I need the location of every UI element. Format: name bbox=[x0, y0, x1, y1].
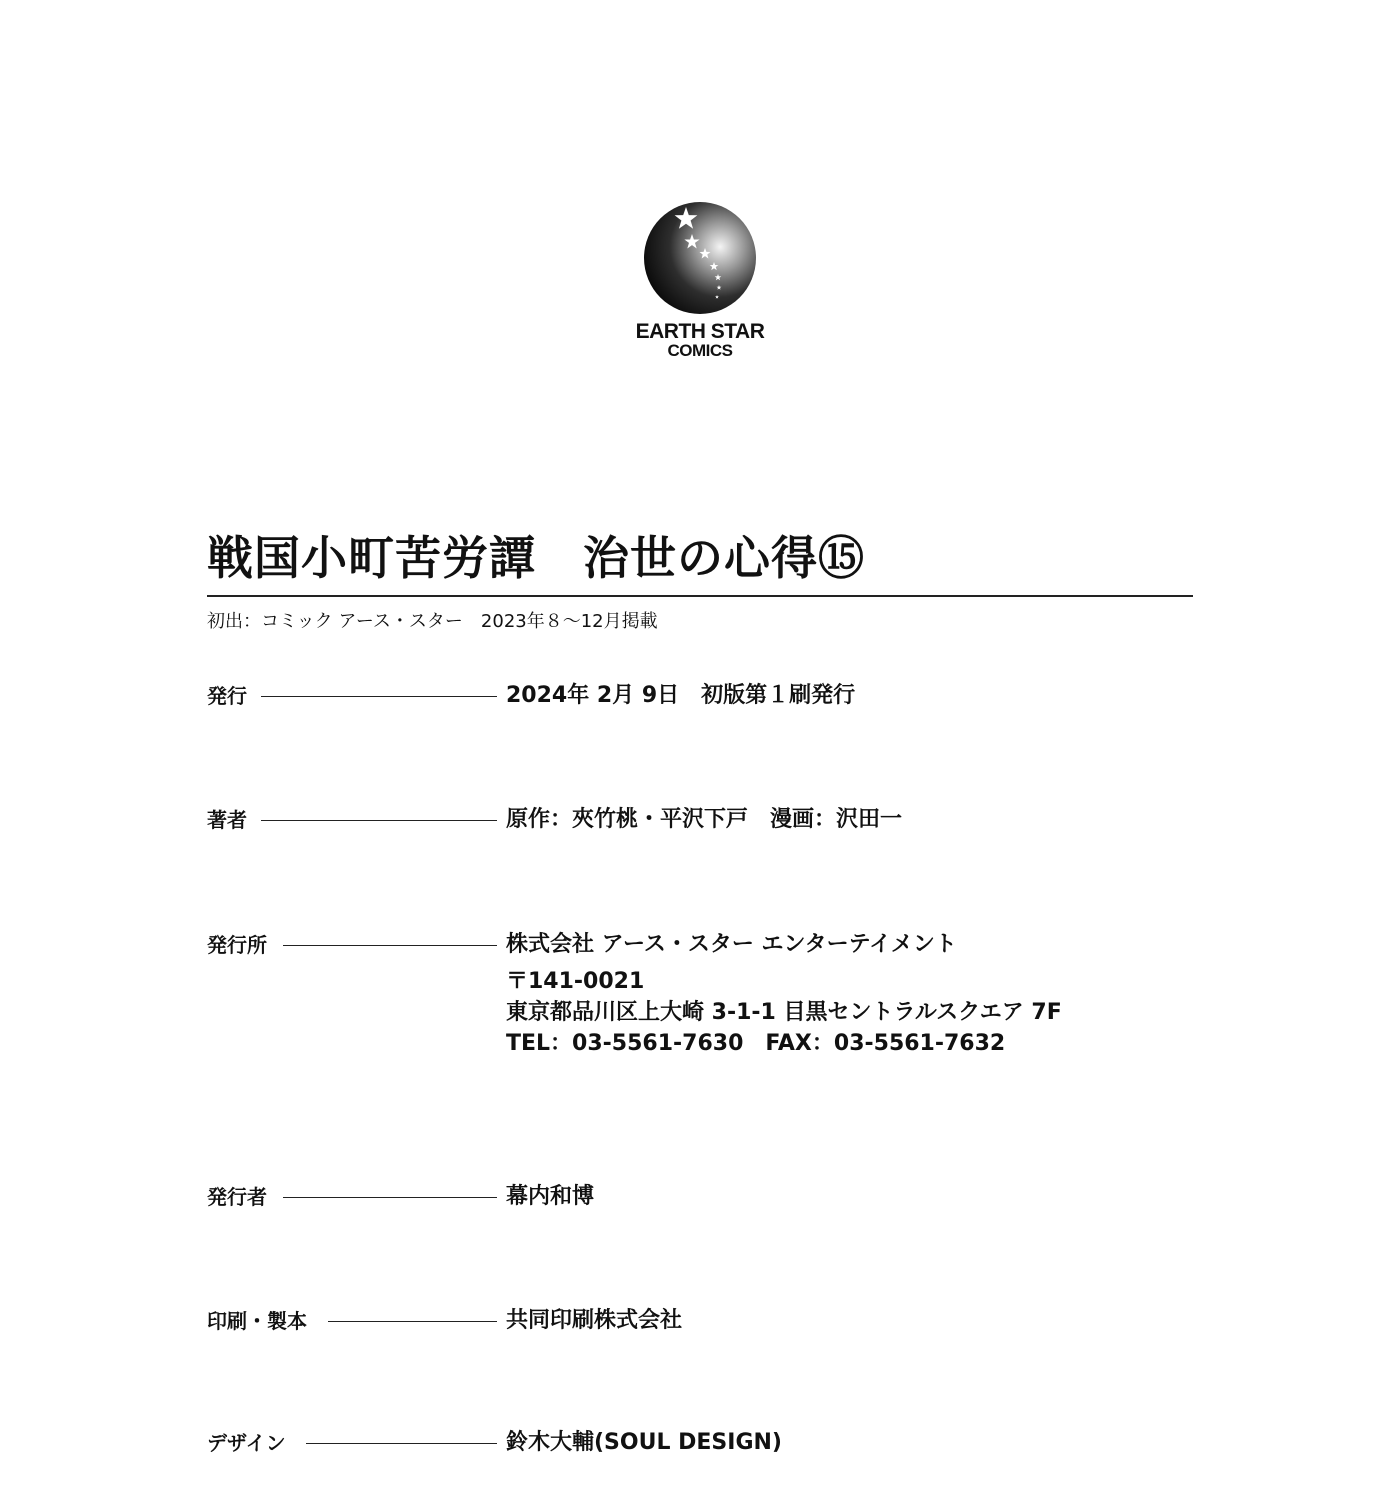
printing-label: 印刷・製本 bbox=[207, 1309, 307, 1333]
publisher-label: 発行所 bbox=[207, 933, 267, 957]
book-title: 戦国小町苦労譚 治世の心得⑮ bbox=[207, 531, 865, 585]
issue-value: 2024年 2月 9日 初版第１刷発行 bbox=[506, 683, 856, 708]
leader-line bbox=[283, 945, 497, 946]
logo-text-line1: EARTH STAR bbox=[635, 320, 765, 343]
design-value: 鈴木大輔(SOUL DESIGN) bbox=[506, 1430, 782, 1455]
logo-text-line2: COMICS bbox=[667, 341, 733, 360]
first-publication-note: 初出：コミック アース・スター 2023年８～12月掲載 bbox=[207, 611, 658, 632]
leader-line bbox=[261, 820, 497, 821]
leader-line bbox=[261, 696, 497, 697]
title-divider bbox=[207, 595, 1193, 597]
publisher-person-label: 発行者 bbox=[207, 1185, 267, 1209]
design-label: デザイン bbox=[207, 1431, 286, 1455]
earth-star-comics-logo bbox=[620, 200, 780, 360]
issue-label: 発行 bbox=[207, 684, 247, 708]
publisher-person-value: 幕内和博 bbox=[506, 1184, 595, 1209]
printing-value: 共同印刷株式会社 bbox=[506, 1308, 683, 1333]
authors-label: 著者 bbox=[207, 808, 247, 832]
publisher-address: 東京都品川区上大崎 3-1-1 目黒セントラルスクエア 7F bbox=[506, 1000, 1062, 1025]
publisher-phone-fax: TEL：03-5561-7630 FAX：03-5561-7632 bbox=[506, 1031, 1006, 1056]
leader-line bbox=[283, 1197, 497, 1198]
publisher-postal-code: 〒141-0021 bbox=[506, 969, 645, 994]
leader-line bbox=[328, 1321, 497, 1322]
authors-value: 原作：夾竹桃・平沢下戸 漫画：沢田一 bbox=[506, 807, 903, 832]
globe-stars-icon bbox=[642, 200, 758, 316]
leader-line bbox=[306, 1443, 497, 1444]
publisher-name: 株式会社 アース・スター エンターテイメント bbox=[506, 932, 957, 957]
